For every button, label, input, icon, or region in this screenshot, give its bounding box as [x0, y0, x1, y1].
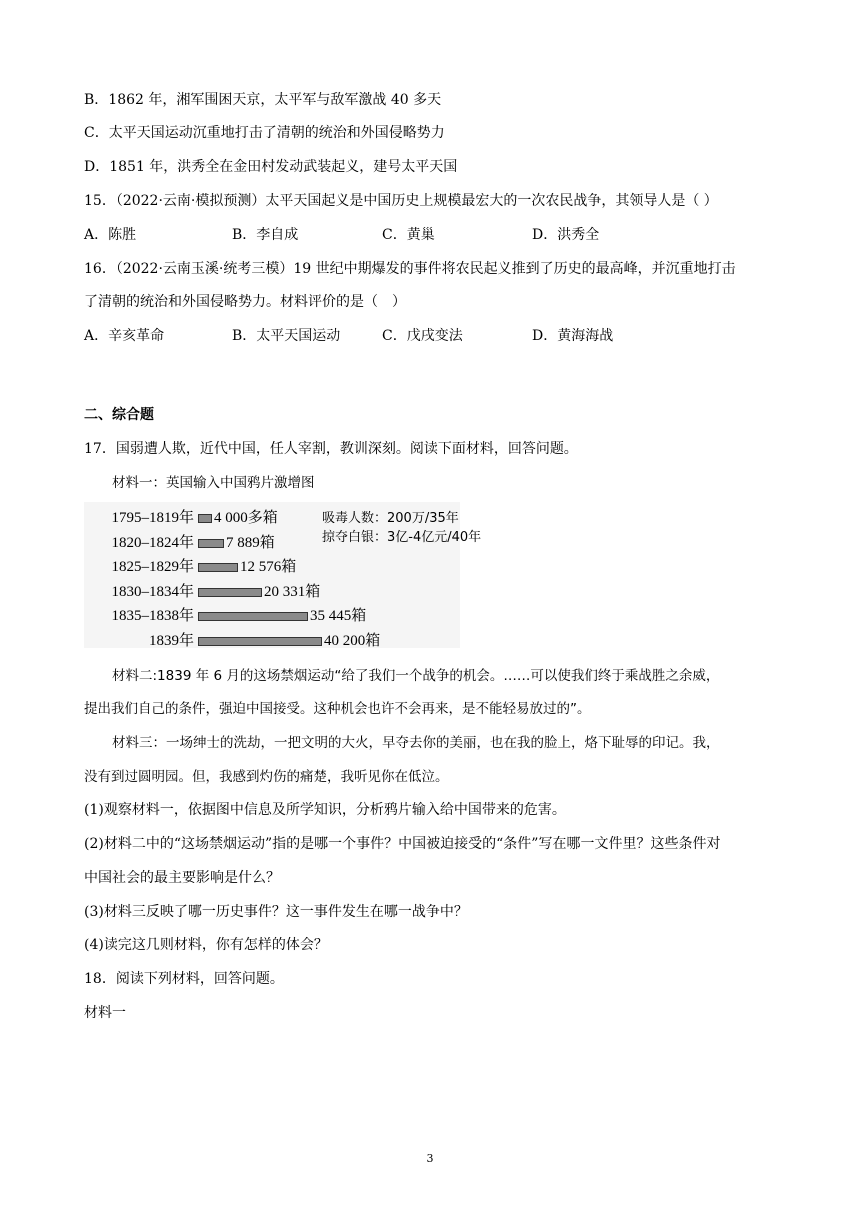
material2-line2: 提出我们自己的条件，强迫中国接受。这种机会也许不会再来，是不能轻易放过的”。 [84, 701, 591, 717]
q16-option-d: D．黄海海战 [532, 328, 614, 344]
q15-stem: 15．（2022·云南·模拟预测）太平天国起义是中国历史上规模最宏大的一次农民战争，其领导人是（ ） [84, 193, 718, 209]
q17-sub1: (1)观察材料一，依据图中信息及所学知识，分析鸦片输入给中国带来的危害。 [84, 802, 566, 818]
chart-value-label: 4 000多箱 [214, 510, 278, 526]
chart-row [84, 582, 460, 602]
opium-import-chart [84, 502, 482, 649]
q16-option-c: C．戊戌变法 [382, 328, 463, 344]
q18-material1-label: 材料一 [84, 1005, 126, 1021]
q15-option-d: D．洪秀全 [532, 227, 600, 243]
chart-bar [198, 612, 308, 621]
q14-option-d: D．1851 年，洪秀全在金田村发动武装起义，建号太平天国 [84, 159, 458, 175]
q18-stem: 18．阅读下列材料，回答问题。 [84, 971, 284, 987]
chart-bar [198, 563, 238, 572]
q15-option-b: B．李自成 [232, 227, 299, 243]
q16-option-a: A．辛亥革命 [84, 328, 165, 344]
chart-row [84, 631, 460, 651]
material2-line1: 材料二:1839 年 6 月的这场禁烟运动“给了我们一个战争的机会。……可以使我们终于乘战胜之余威， [112, 668, 720, 684]
chart-value-label: 12 576箱 [240, 559, 297, 575]
q16-stem-line1: 16．（2022·云南玉溪·统考三模）19 世纪中期爆发的事件将农民起义推到了历史的最高峰，并沉重地打击 [84, 261, 736, 277]
q14-option-b: B．1862 年，湘军围困天京，太平军与敌军激战 40 多天 [84, 92, 442, 108]
q15-option-c: C．黄巢 [382, 227, 435, 243]
chart-value-label: 20 331箱 [264, 583, 321, 600]
material1-caption: 材料一：英国输入中国鸦片激增图 [112, 475, 315, 491]
chart-category-label: 1830–1834年 [111, 583, 194, 600]
chart-value-label: 35 445箱 [310, 608, 367, 624]
chart-value-label: 7 889箱 [226, 534, 275, 551]
q17-sub2-line1: (2)材料二中的“这场禁烟运动”指的是哪一个事件？中国被迫接受的“条件”写在哪一文件里？这些条件对 [84, 836, 721, 852]
chart-bar [198, 539, 224, 548]
chart-category-label: 1835–1838年 [111, 608, 194, 624]
chart-row [84, 606, 460, 626]
q17-sub4: (4)读完这几则材料，你有怎样的体会？ [84, 937, 328, 953]
q17-stem: 17．国弱遭人欺，近代中国，任人宰割，教训深刻。阅读下面材料，回答问题。 [84, 441, 578, 457]
silver-note: 掠夺白银：3亿-4亿元/40年 [322, 530, 482, 545]
q17-sub3: (3)材料三反映了哪一历史事件？这一事件发生在哪一战争中？ [84, 904, 468, 920]
q16-option-b: B．太平天国运动 [232, 328, 341, 344]
q16-stem-line2: 了清朝的统治和外国侵略势力。材料评价的是（ ） [84, 294, 406, 310]
addicts-note: 吸毒人数：200万/35年 [322, 511, 459, 526]
chart-category-label: 1820–1824年 [111, 534, 194, 551]
chart-value-label: 40 200箱 [324, 632, 381, 649]
chart-category-label: 1795–1819年 [111, 510, 194, 526]
material3-line2: 没有到过圆明园。但，我感到灼伤的痛楚，我听见你在低泣。 [84, 769, 449, 785]
q17-sub2-line2: 中国社会的最主要影响是什么？ [84, 870, 280, 886]
chart-bar [198, 514, 212, 523]
chart-category-label: 1825–1829年 [111, 559, 194, 575]
q14-option-c: C．太平天国运动沉重地打击了清朝的统治和外国侵略势力 [84, 125, 445, 141]
chart-bar [198, 637, 322, 646]
page-number: 3 [426, 1152, 434, 1165]
chart-category-label: 1839年 [148, 632, 194, 649]
section-title: 二、综合题 [84, 407, 154, 423]
q15-option-a: A．陈胜 [84, 227, 137, 243]
chart-row [84, 557, 460, 577]
chart-bar [198, 588, 262, 597]
material3-line1: 材料三：一场绅士的洗劫，一把文明的大火，早夺去你的美丽，也在我的脸上，烙下耻辱的印记。我， [112, 735, 720, 751]
